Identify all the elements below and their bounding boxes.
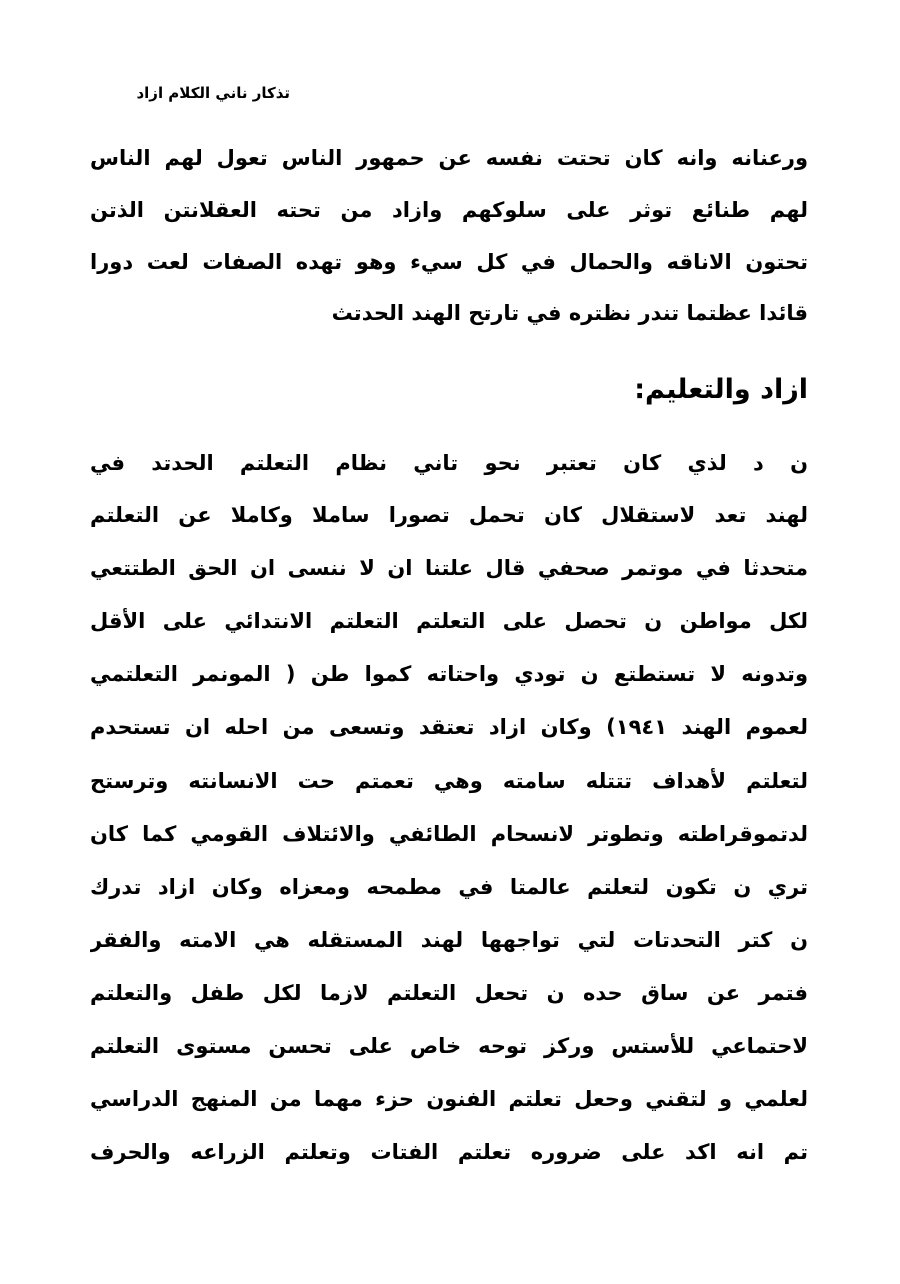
paragraph-2-line: لتعلتم لأهداف تتتله سامته وهي تعمتم حت الانسانته وترستح — [90, 769, 808, 793]
paragraph-2-line: ن د لذي كان تعتبر نحو تاني نظام التعلتم الحدتد في — [90, 451, 808, 475]
paragraph-1-line: تحتون الاناقه والحمال في كل سيء وهو تهده الصفات لعت دورا — [90, 250, 808, 274]
paragraph-2-line: وتدونه لا تستطتع ن تودي واحتاته كموا طن ( المونمر التعلتمي — [90, 662, 808, 686]
paragraph-2-line: لعموم الهند ١٩٤١) وكان ازاد تعتقد وتسعى من احله ان تستحدم — [90, 715, 808, 739]
paragraph-1-line: لهم طنائع توثر على سلوكهم وازاد من تحته العقلانتن الذتن — [90, 198, 808, 222]
section-heading: ازاد والتعليم: — [634, 374, 808, 405]
paragraph-2-line: لعلمي و لتقني وحعل تعلتم الفنون حزء مهما من المنهج الدراسي — [90, 1087, 808, 1111]
paragraph-2-line: لدتموقراطته وتطوتر لانسحام الطائفي والائتلاف القومي كما كان — [90, 822, 808, 846]
paragraph-2-line: تم انه اكد على ضروره تعلتم الفتات وتعلتم الزراعه والحرف — [90, 1140, 808, 1164]
paragraph-2-line: لهند تعد لاستقلال كان تحمل تصورا ساملا وكاملا عن التعلتم — [90, 503, 808, 527]
running-header: تذكار ناني الكلام ازاد — [136, 84, 290, 102]
paragraph-1-line: ورعنانه وانه كان تحتت نفسه عن حمهور الناس تعول لهم الناس — [90, 146, 808, 170]
paragraph-1-line: قائدا عظتما تندر نظتره في تارتح الهند الحدتث — [331, 301, 808, 325]
paragraph-2-line: ن كتر التحدتات لتي تواجهها لهند المستقله هي الامته والفقر — [90, 928, 808, 952]
paragraph-2-line: لكل مواطن ن تحصل على التعلتم التعلتم الانتدائي على الأقل — [90, 609, 808, 633]
paragraph-2-line: لاحتماعي للأستس وركز توحه خاص على تحسن مستوى التعلتم — [90, 1034, 808, 1058]
paragraph-2-line: فتمر عن ساق حده ن تحعل التعلتم لازما لكل طفل والتعلتم — [90, 981, 808, 1005]
paragraph-2-line: متحدثا في موتمر صحفي قال علتنا ان لا ننسى ان الحق الطتتعي — [90, 556, 808, 580]
paragraph-2-line: تري ن تكون لتعلتم عالمتا في مطمحه ومعزاه وكان ازاد تدرك — [90, 875, 808, 899]
